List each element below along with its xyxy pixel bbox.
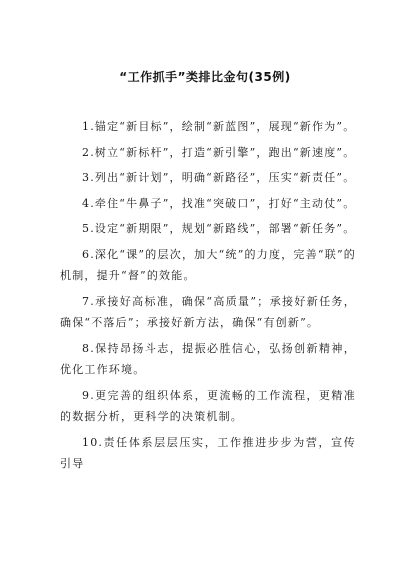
paragraph-1: 1.锚定“新目标”，绘制“新蓝图”，展现“新作为”。 bbox=[82, 120, 356, 133]
document-body bbox=[60, 116, 356, 479]
paragraph-7: 7.承接好高标准，确保“高质量”；承接好新任务，确保“不落后”；承接好新方法，确保“有创新”。 bbox=[60, 294, 356, 329]
paragraph-5: 5.设定“新期限”，规划“新路线”，部署“新任务”。 bbox=[82, 222, 356, 235]
paragraph-6: 6.深化“课”的层次，加大“统”的力度，完善“联”的机制，提升“督”的效能。 bbox=[60, 247, 356, 282]
paragraph-4: 4.牵住“牛鼻子”，找准“突破口”，打好“主动仗”。 bbox=[82, 196, 356, 210]
paragraph-10: 10.责任体系层层压实，工作推进步步为营，宣传引导 bbox=[60, 435, 356, 470]
paragraph-2: 2.树立“新标杆”，打造“新引擎”，跑出“新速度”。 bbox=[82, 145, 356, 159]
paragraph-3: 3.列出“新计划”，明确“新路径”，压实“新责任”。 bbox=[82, 171, 356, 184]
paragraph-8: 8.保持昂扬斗志，提振必胜信心，弘扬创新精神，优化工作环境。 bbox=[60, 341, 356, 376]
paragraph-9: 9.更完善的组织体系，更流畅的工作流程，更精准的数据分析，更科学的决策机制。 bbox=[60, 388, 356, 423]
document-title: “工作抓手”类排比金句(35例) bbox=[119, 70, 291, 84]
